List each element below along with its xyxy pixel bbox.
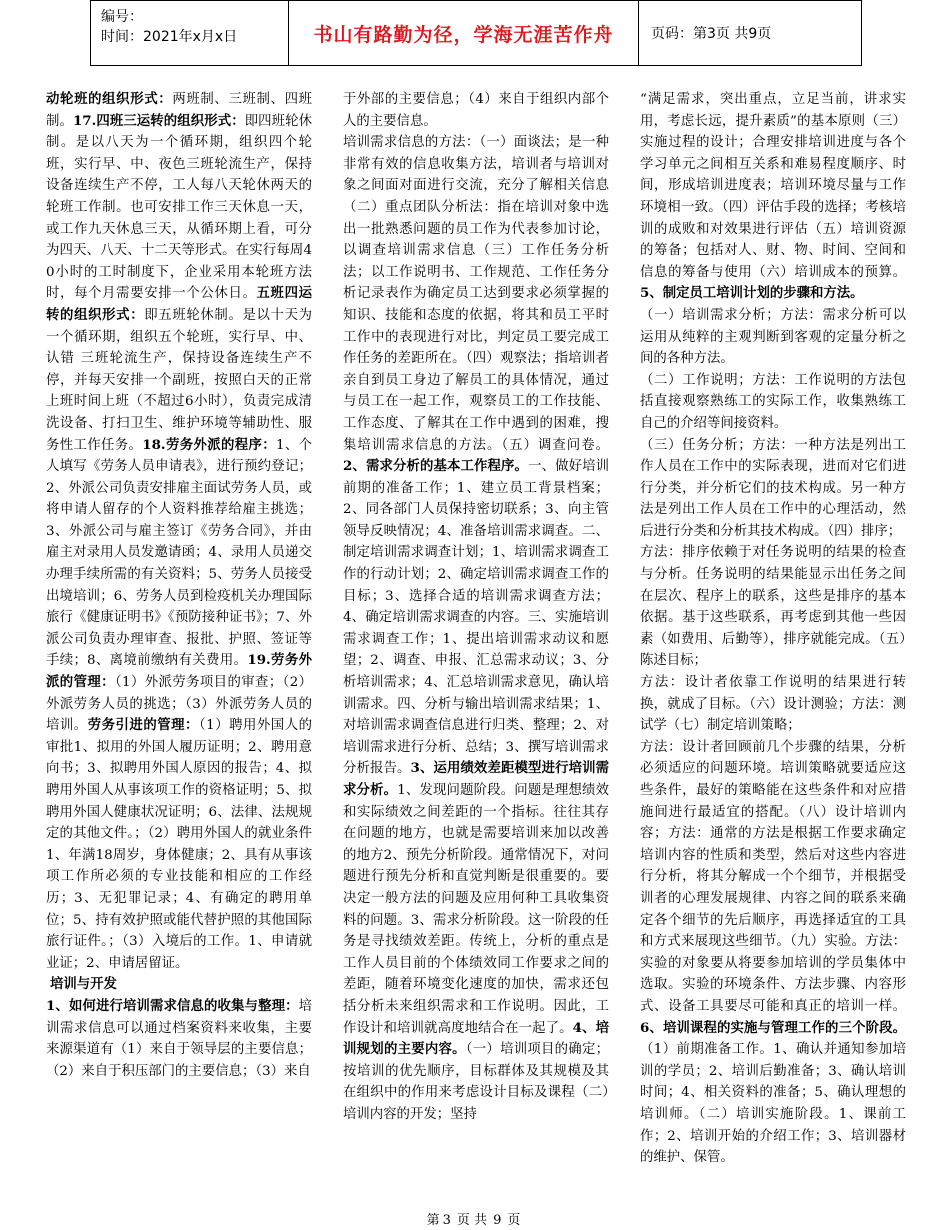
bold-heading: 3、运用绩效差距模型进行培训需求分析。 — [343, 760, 609, 798]
bold-heading: 4、培训规划的主要内容。 — [343, 1019, 609, 1058]
number-label: 编号： — [101, 9, 143, 25]
header-page-label: 页码：第3页 共9页 — [651, 26, 772, 42]
page-footer — [0, 1209, 950, 1228]
bold-heading: 动轮班的组织形式： — [46, 91, 173, 107]
text: 即四班轮休制。是以八天为一个循环期，组织四个轮班，实行早、中、夜色三班轮流生产，保持设备连续生产不停，工人每八天轮休两天的轮班工作制。也可安排工作三天休息一天，或工作九天休息三天，从循环期上看，可分为四天、八天、十二天等形式。在实行每周40小时的工时制度下，企业采用本轮班方法时，每个月需要安排一个公休日。 — [46, 113, 312, 302]
bold-heading: 18.劳务外派的程序： — [142, 436, 276, 453]
footer-end: 页 — [507, 1213, 521, 1228]
header-motto: 书山有路勤为径，学海无涯苦作舟 — [289, 1, 639, 65]
bold-heading: 劳务引进的管理： — [87, 717, 199, 734]
text: 一、做好培训前期的准备工作；1、建立员工背景档案；2、同各部门人员保持密切联系；3、向主管领导反映情况；4、准备培训需求调查。二、制定培训需求调查计划；1、培训需求调查工作的行动计划；2、确定培训需求调查工作的目标；3、选择合适的培训需求调查方法；4、确定培训需求调查的内容。三、实施培训需求调查工作；1、提出培训需求动议和愿望；2、调查、申报、汇总需求动议；3、分析培训需求；4、汇总培训需求意见，确认培训需求。四、分析与输出培训需求结果；1、对培训需求调查信息进行归类、整理；2、对培训需求进行分析、总结；3、撰写培训需求分析报告。 — [343, 459, 609, 777]
text: （一）培训项目的确定；按培训的优先顺序，目标群体及其规模及其在组织中的作用来考虑设计目标及课程（二）培训内容的开发；坚持 — [343, 1042, 609, 1122]
footer-total: 9 — [493, 1213, 502, 1228]
text: （1）外派劳务项目的审查；（2）外派劳务人员的挑选；（3）外派劳务人员的培训。 — [46, 675, 312, 734]
footer-prefix: 第 — [426, 1213, 440, 1228]
paragraph — [46, 89, 312, 974]
paragraph: 于外部的主要信息；（4）来自于组织内部个人的主要信息。 — [343, 92, 609, 129]
time-label: 时间：2021年x月x日 — [101, 29, 238, 45]
text: （1）聘用外国人的审批1、拟用的外国人履历证明；2、聘用意向书；3、拟聘用外国人原因的报告；4、拟聘用外国人从事该项工作的资格证明；5、拟聘用外国人健康状况证明；6、法律、法规规定的其他文件。；（2）聘用外国人的就业条件1、年满18周岁，身体健康；2、具有从事该项工作所必须的专业技能和相应的工作经历；3、无犯罪记录；4、有确定的聘用单位；5、持有效护照或能代替护照的其他国际旅行证件。；（3）入境后的工作。1、申请就业证；2、申请居留证。 — [46, 718, 312, 971]
text: “满足需求，突出重点，立足当前，讲求实用，考虑长远，提升素质”的基本原则（三）实施过程的设计；合理安排培训进度与各个学习单元之间相互关系和难易程度顺序、时间，形成培训进度表；培训环境尽量与工作环境相一致。（四）评估手段的选择；考核培训的成败和对效果进行评估（五）培训资源的筹备；包括对人、财、物、时间、空间和信息的筹备与使用（六）培训成本的预算。 — [640, 92, 906, 280]
header-info — [91, 1, 289, 65]
footer-mid: 页 共 — [456, 1213, 488, 1228]
paragraph: （一）培训需求分析；方法：需求分析可以运用从纯粹的主观判断到客观的定量分析之间的各种方法。 — [640, 307, 906, 367]
document-body — [46, 89, 906, 1199]
bold-heading: 6、培训课程的实施与管理工作的三个阶段。 — [640, 1019, 906, 1036]
paragraph: （三）任务分析；方法：一种方法是列出工作人员在工作中的实际表现，进而对它们进行分类，并分析它们的技术构成。另一种方法是列出工作人员在工作中的心理活动，然后进行分类和分析其技术构成。（四）排序； — [640, 437, 906, 539]
paragraph: 方法：排序依赖于对任务说明的结果的检查与分析。任务说明的结果能显示出任务之间在层次、程序上的联系，这些是排序的基本依据。基于这些联系，再考虑到其他一些因素（如费用、后勤等），排序就能完成。（五）陈述目标； — [640, 545, 906, 669]
paragraph — [343, 132, 609, 1125]
text: 即五班轮休制。是以十天为一个循环期，组织五个轮班，实行早、中、认错 三班轮流生产，保持设备连续生产不停，并每天安排一个副班，按照白天的正常上班时间上班（不超过6小时），负责完成清洗设备、打扫卫生、维护环境等辅助性、服务性工作任务。 — [46, 307, 312, 453]
paragraph — [46, 996, 312, 1082]
text: （1）前期准备工作。1、确认并通知参加培训的学员；2、培训后勤准备；3、确认培训时间；4、相关资料的准备；5、确认理想的培训师。（二）培训实施阶段。1、课前工作；2、培训开始的介绍工作；3、培训器材的维护、保管。 — [640, 1042, 906, 1166]
page-header — [90, 0, 862, 66]
text: 方法：设计者回顾前几个步骤的结果，分析必须适应的问题环境。培训策略就要适应这些条件，最好的策略能在这些条件和对应措施间进行最适宜的搭配。（八）设计培训内容；方法：通常的方法是根据工作要求确定培训内容的性质和类型，然后对这些内容进行分析，将其分解成一个个细节，并根据受训者的心理发展规律、内容之间的联系来确定各个细节的先后顺序，再选择适宜的工具和方式来展现这些细节。（九）实验。方法：实验的对象要从将要参加培训的学员集体中选取。实验的环境条件、方法步骤、内容形式、设备工具要尽可能和真正的培训一样。 — [640, 739, 906, 1014]
column-2 — [343, 89, 609, 1199]
bold-heading: 5、制定员工培训计划的步骤和方法。 — [640, 285, 864, 302]
text: 两班制、三班制、四班制。 — [46, 92, 312, 129]
text: 培训需求信息可以通过档案资料来收集，主要来源渠道有（1）来自于领导层的主要信息；（2）来自于积压部门的主要信息；（3）来自 — [46, 998, 312, 1079]
text: 1、个人填写《劳务人员申请表》，进行预约登记；2、外派公司负责安排雇主面试劳务人员，或将申请人留存的个人资料推荐给雇主挑选；3、外派公司与雇主签订《劳务合同》，并由雇主对录用人员发邀请函；4、录用人员递交办理手续所需的有关资料；5、劳务人员接受出境培训；6、劳务人员到检疫机关办理国际旅行《健康证明书》《预防接种证书》；7、外派公司负责办理审查、报批、护照、签证等手续；8、离境前缴纳有关费用。 — [46, 437, 312, 669]
paragraph — [640, 89, 906, 305]
paragraph: 方法：设计者依靠工作说明的结果进行转换，就成了目标。（六）设计测验；方法：测试学（七）制定培训策略； — [640, 675, 906, 734]
paragraph — [640, 737, 906, 1169]
bold-heading: 2、需求分析的基本工作程序。 — [343, 458, 529, 475]
text: 1、发现问题阶段。问题是理想绩效和实际绩效之间差距的一个指标。往往其存在问题的地方，也就是需要培训来加以改善的地方2、预先分析阶段。通常情况下，对问题进行预先分析和直觉判断是很重要的。要决定一般方法的问题及应用何种工具收集资料的问题。3、需求分析阶段。这一阶段的任务是寻找绩效差距。传统上，分析的重点是工作人员目前的个体绩效同工作要求之间的差距，随着环境变化速度的加快，需求还包括分析未来组织需求和工作说明。因此，工作设计和培训就高度地结合在一起了。 — [343, 783, 609, 1036]
bold-heading: 1、如何进行培训需求信息的收集与整理： — [46, 997, 299, 1014]
footer-page: 3 — [442, 1213, 451, 1228]
paragraph: （二）工作说明；方法：工作说明的方法包括直接观察熟练工的实际工作，收集熟练工自己的介绍等间接资料。 — [640, 372, 906, 431]
column-1 — [46, 89, 312, 1199]
text: 培训需求信息的方法：（一）面谈法；是一种非常有效的信息收集方法，培训者与培训对象之间面对面进行交流，充分了解相关信息（二）重点团队分析法：指在培训对象中选出一批熟悉问题的员工作为代表参加讨论，以调查培训需求信息（三）工作任务分析法；以工作说明书、工作规范、工作任务分析记录表作为确定员工达到要求必须掌握的知识、技能和态度的依据，将其和员工平时工作中的表现进行对比，判定员工要完成工作任务的差距所在。（四）观察法；指培训者亲自到员工身边了解员工的具体情况，通过与员工在一起工作，观察员工的工作技能、工作态度、了解其在工作中遇到的困难，搜集培训需求信息的方法。（五）调查问卷。 — [343, 135, 609, 453]
bold-heading: 五班四运转的组织形式： — [46, 285, 312, 323]
bold-heading: 17.四班三运转的组织形式： — [72, 112, 245, 129]
column-3 — [640, 89, 906, 1199]
bold-heading: 19.劳务外派的管理： — [46, 652, 312, 691]
section-heading: 培训与开发 — [50, 976, 117, 993]
